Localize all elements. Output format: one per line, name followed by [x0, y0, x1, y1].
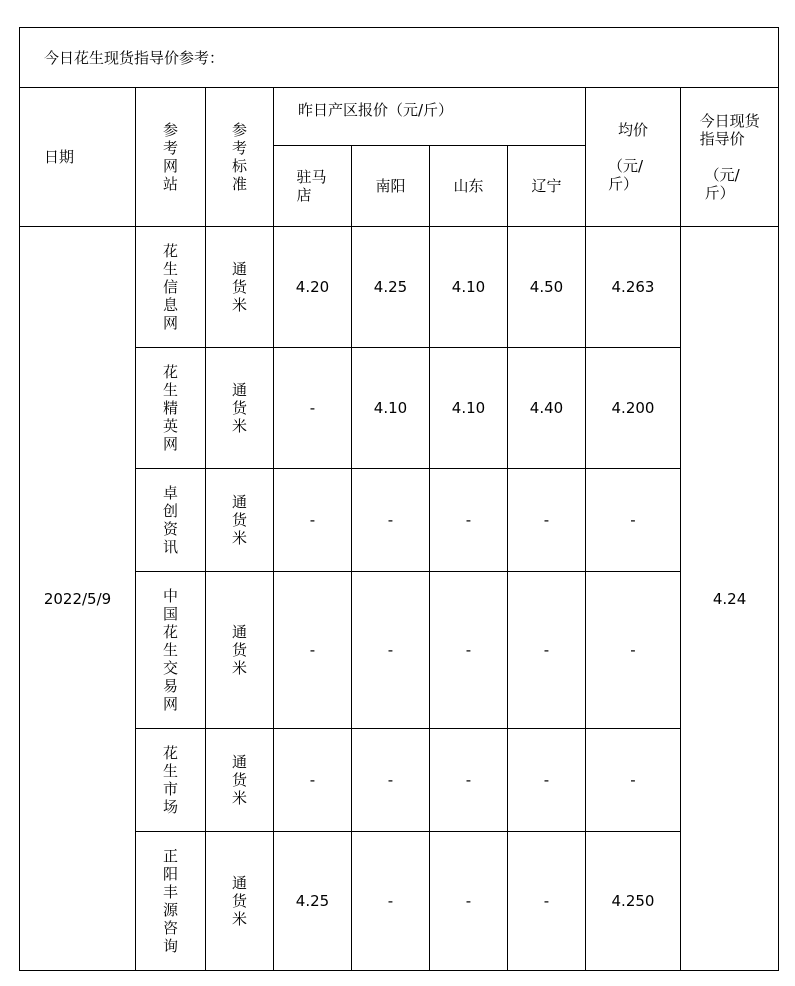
- liaoning-cell: -: [508, 469, 586, 572]
- nanyang-cell: -: [352, 469, 430, 572]
- site-cell: 中国花生交易网: [136, 572, 206, 729]
- avg-cell: 4.250: [586, 832, 681, 971]
- shandong-cell: 4.10: [430, 348, 508, 469]
- avg-cell: 4.263: [586, 227, 681, 348]
- avg-unit: （元/斤）: [608, 157, 644, 193]
- header-standard: 参考标准: [206, 88, 274, 227]
- liaoning-cell: 4.40: [508, 348, 586, 469]
- avg-label: 均价: [617, 121, 648, 139]
- zhumadian-cell: 4.25: [274, 832, 352, 971]
- avg-cell: -: [586, 729, 681, 832]
- zhumadian-cell: -: [274, 348, 352, 469]
- table-row: [20, 227, 779, 348]
- nanyang-cell: -: [352, 729, 430, 832]
- standard-cell: 通货米: [206, 572, 274, 729]
- header-region-shandong: 山东: [430, 146, 508, 227]
- nanyang-cell: 4.25: [352, 227, 430, 348]
- shandong-cell: -: [430, 572, 508, 729]
- header-site: 参考网站: [136, 88, 206, 227]
- header-region-nanyang: 南阳: [352, 146, 430, 227]
- shandong-cell: 4.10: [430, 227, 508, 348]
- nanyang-cell: -: [352, 832, 430, 971]
- today-price-cell: 4.24: [681, 227, 779, 971]
- standard-cell: 通货米: [206, 348, 274, 469]
- standard-cell: 通货米: [206, 832, 274, 971]
- standard-cell: 通货米: [206, 227, 274, 348]
- zhumadian-cell: -: [274, 469, 352, 572]
- liaoning-cell: -: [508, 832, 586, 971]
- nanyang-cell: 4.10: [352, 348, 430, 469]
- header-date: 日期: [20, 88, 136, 227]
- site-cell: 花生精英网: [136, 348, 206, 469]
- table-title: 今日花生现货指导价参考：: [20, 28, 779, 88]
- liaoning-cell: 4.50: [508, 227, 586, 348]
- date-cell: 2022/5/9: [20, 227, 136, 971]
- site-cell: 卓创资讯: [136, 469, 206, 572]
- header-today-price: [681, 88, 779, 227]
- today-unit: （元/斤）: [704, 166, 740, 202]
- liaoning-cell: -: [508, 729, 586, 832]
- today-label: 今日现货指导价: [699, 112, 760, 148]
- nanyang-cell: -: [352, 572, 430, 729]
- standard-cell: 通货米: [206, 729, 274, 832]
- avg-cell: -: [586, 572, 681, 729]
- header-region-zhumadian: 驻马店: [274, 146, 352, 227]
- zhumadian-cell: 4.20: [274, 227, 352, 348]
- site-cell: 花生信息网: [136, 227, 206, 348]
- site-cell: 正阳丰源咨询: [136, 832, 206, 971]
- zhumadian-cell: -: [274, 572, 352, 729]
- shandong-cell: -: [430, 729, 508, 832]
- header-avg-price: [586, 88, 681, 227]
- shandong-cell: -: [430, 469, 508, 572]
- avg-cell: 4.200: [586, 348, 681, 469]
- avg-cell: -: [586, 469, 681, 572]
- liaoning-cell: -: [508, 572, 586, 729]
- header-region-liaoning: 辽宁: [508, 146, 586, 227]
- header-yesterday-price: 昨日产区报价（元/斤）: [274, 88, 586, 146]
- standard-cell: 通货米: [206, 469, 274, 572]
- zhumadian-cell: -: [274, 729, 352, 832]
- shandong-cell: -: [430, 832, 508, 971]
- price-table: [19, 27, 779, 971]
- site-cell: 花生市场: [136, 729, 206, 832]
